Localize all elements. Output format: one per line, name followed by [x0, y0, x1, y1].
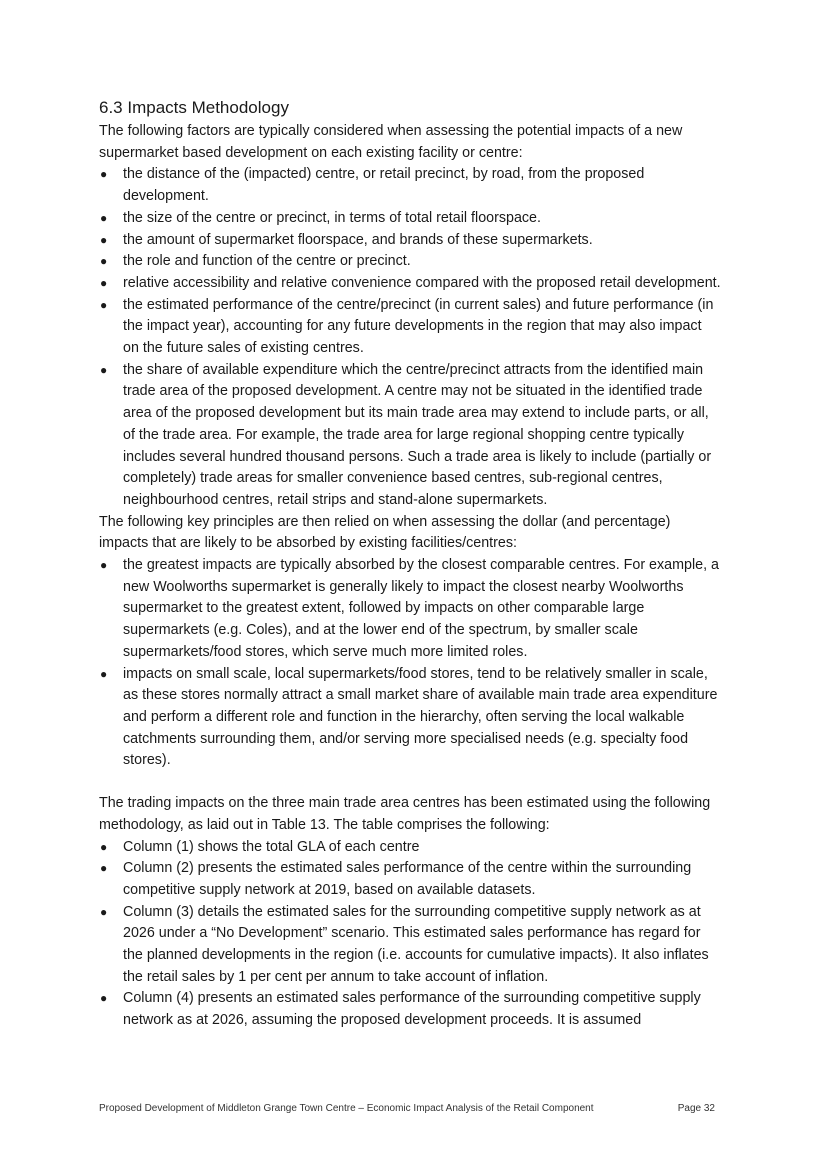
factors-item: [99, 164, 721, 207]
factors-item-text: the amount of supermarket floorspace, and brands of these supermarkets.: [123, 231, 593, 248]
factors-item: [99, 295, 721, 360]
columns-item-text: Column (4) presents an estimated sales performance of the surrounding competitive supply network as at 2026, assuming the proposed development proceeds. It is assumed: [123, 990, 701, 1029]
bullet-icon: ●: [100, 254, 108, 269]
footer-page-number: Page 32: [677, 1103, 715, 1114]
factors-item: [99, 251, 721, 273]
columns-list: [99, 837, 721, 1032]
bullet-icon: ●: [100, 991, 108, 1006]
principles-item-text: the greatest impacts are typically absorbed by the closest comparable centres. For example, a new Woolworths supermarket is generally likely to impact the closest nearby Woolworths supermarket to the greatest extent, followed by impacts on other comparable large supermarkets (e.g. Coles), and at the lower end of the spectrum, by smaller scale supermarkets/food stores, which serve much more limited roles.: [123, 557, 719, 660]
principles-item-text: impacts on small scale, local supermarkets/food stores, tend to be relatively smaller in scale, as these stores normally attract a small market share of available main trade area expenditure and perform a different role and function in the hierarchy, often serving the local walkable catchments surrounding them, and/or serving more specialised needs (e.g. specialty food stores).: [123, 665, 718, 769]
columns-item: [99, 837, 721, 859]
factors-item-text: the share of available expenditure which the centre/precinct attracts from the identified main trade area of the proposed development. A centre may not be situated in the identified trade area of the proposed development but its main trade area may extend to include parts, or all, of the trade area. For example, the trade area for large regional shopping centre typically includes several hundred thousand persons. Such a trade area is likely to include (partially or completely) trade areas for smaller convenience based centres, sub-regional centres, neighbourhood centres, retail strips and stand-alone supermarkets.: [123, 361, 712, 508]
intro-paragraph: The following factors are typically considered when assessing the potential impacts of a new supermarket based development on each existing facility or centre:: [99, 123, 683, 161]
columns-item-text: Column (3) details the estimated sales for the surrounding competitive supply network as at 2026 under a “No Development” scenario. This estimated sales performance has regard for the planned developments in the region (i.e. accounts for cumulative impacts). It also inflates the retail sales by 1 per cent per annum to take account of inflation.: [123, 903, 709, 985]
columns-item: [99, 988, 721, 1031]
paragraph-gap: [99, 772, 721, 793]
bullet-icon: ●: [100, 839, 108, 854]
factors-item: [99, 360, 721, 512]
factors-item-text: relative accessibility and relative convenience compared with the proposed retail development.: [123, 274, 721, 291]
columns-item: [99, 858, 721, 901]
page-footer: [99, 1103, 715, 1114]
columns-item: [99, 902, 721, 989]
bullet-icon: ●: [100, 275, 108, 290]
bullet-icon: ●: [100, 558, 108, 573]
footer-title: Proposed Development of Middleton Grange Town Centre – Economic Impact Analysis of the Retail Component: [99, 1103, 594, 1114]
principles-item: [99, 664, 721, 773]
columns-item-text: Column (2) presents the estimated sales performance of the centre within the surrounding competitive supply network at 2019, based on available datasets.: [123, 860, 692, 898]
principles-item: [99, 555, 721, 664]
factors-item-text: the role and function of the centre or precinct.: [123, 253, 411, 270]
page-content: [99, 96, 721, 1032]
principles-intro-paragraph: The following key principles are then relied on when assessing the dollar (and percentage) impacts that are likely to be absorbed by existing facilities/centres:: [99, 513, 671, 552]
principles-list: [99, 555, 721, 772]
factors-list: [99, 164, 721, 511]
bullet-icon: ●: [100, 861, 108, 876]
factors-item: [99, 208, 721, 230]
bullet-icon: ●: [100, 297, 108, 312]
section-heading: 6.3 Impacts Methodology: [99, 98, 289, 117]
factors-item: [99, 273, 721, 295]
bullet-icon: ●: [100, 666, 108, 681]
bullet-icon: ●: [100, 362, 108, 377]
bullet-icon: ●: [100, 232, 108, 247]
factors-item: [99, 230, 721, 252]
columns-item-text: Column (1) shows the total GLA of each centre: [123, 838, 420, 855]
bullet-icon: ●: [100, 167, 108, 182]
factors-item-text: the size of the centre or precinct, in terms of total retail floorspace.: [123, 209, 541, 226]
factors-item-text: the distance of the (impacted) centre, or retail precinct, by road, from the proposed development.: [123, 166, 645, 205]
trading-intro-paragraph: The trading impacts on the three main trade area centres has been estimated using the following methodology, as laid out in Table 13. The table comprises the following:: [99, 795, 711, 833]
bullet-icon: ●: [100, 904, 108, 919]
factors-item-text: the estimated performance of the centre/precinct (in current sales) and future performance (in the impact year), accounting for any future developments in the region that may also impact on the future sales of existing centres.: [123, 296, 714, 357]
bullet-icon: ●: [100, 210, 108, 225]
